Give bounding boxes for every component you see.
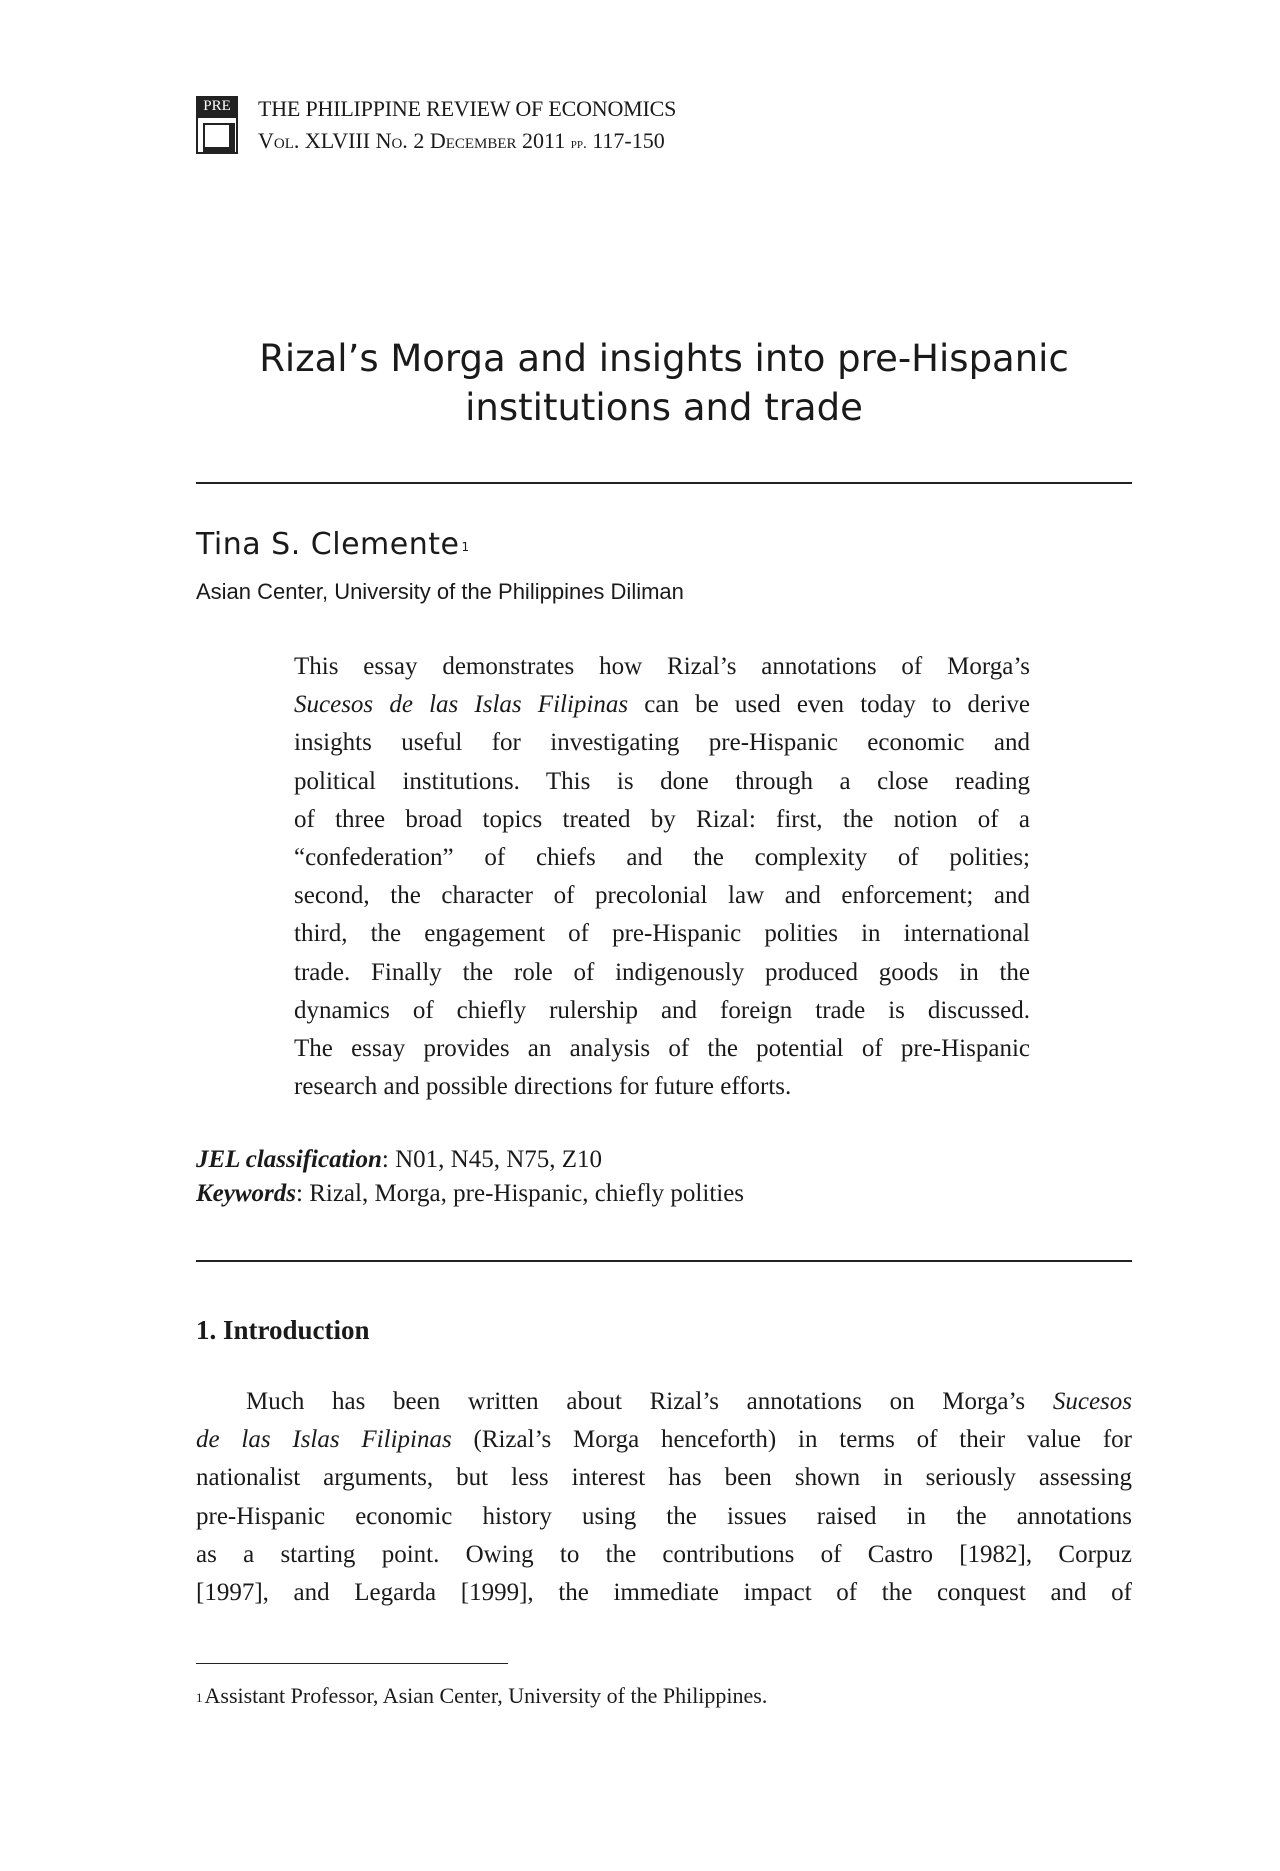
abstract-book-title: Sucesos de las Islas Filipinas xyxy=(294,691,629,719)
abstract-line: The essay provides an analysis of the potential of pre-Hispanic xyxy=(294,1035,1030,1063)
journal-issue xyxy=(258,128,665,157)
title-line: institutions and trade xyxy=(465,386,863,429)
body-book-title: de las Islas Filipinas xyxy=(196,1426,452,1454)
author-footnote-mark: 1 xyxy=(461,540,470,554)
abstract-line: third, the engagement of pre-Hispanic polities in international xyxy=(294,920,1030,948)
abstract-line: dynamics of chiefly rulership and foreign trade is discussed. xyxy=(294,996,1030,1024)
abstract-line-rest: can be used even today to derive xyxy=(628,691,1030,719)
journal-name: THE PHILIPPINE REVIEW OF ECONOMICS xyxy=(258,96,677,121)
top-divider xyxy=(196,482,1132,484)
footnote-mark: 1 xyxy=(196,1690,203,1705)
body-line xyxy=(196,1421,1132,1459)
body-paragraph xyxy=(196,1383,1132,1612)
author-affiliation: Asian Center, University of the Philippines Diliman xyxy=(196,579,684,604)
author xyxy=(196,526,470,564)
body-line xyxy=(196,1383,1132,1421)
jel-value: : N01, N45, N75, Z10 xyxy=(381,1146,603,1173)
bottom-divider xyxy=(196,1260,1132,1262)
journal-logo-inner xyxy=(203,123,235,152)
journal-logo xyxy=(196,96,238,154)
keywords xyxy=(196,1177,744,1211)
vol-label: Vol. xyxy=(258,128,300,153)
pp-label: pp. xyxy=(570,136,587,152)
abstract-line: “confederation” of chiefs and the complexity of polities; xyxy=(294,844,1030,872)
body-line: [1997], and Legarda [1999], the immediate impact of the conquest and of xyxy=(196,1579,1132,1607)
title-line: Rizal’s Morga and insights into pre-Hispanic xyxy=(259,337,1069,380)
body-book-title: Sucesos xyxy=(1052,1388,1132,1415)
page-range: 117-150 xyxy=(592,128,665,153)
abstract xyxy=(294,648,1030,1106)
body-line: pre-Hispanic economic history using the issues raised in the annotations xyxy=(196,1502,1132,1530)
body-line: as a starting point. Owing to the contributions of Castro [1982], Corpuz xyxy=(196,1540,1132,1568)
footnote-divider xyxy=(196,1663,508,1664)
abstract-line: political institutions. This is done through a close reading xyxy=(294,767,1030,795)
issue-month: December xyxy=(429,128,517,153)
abstract-line: of three broad topics treated by Rizal: first, the notion of a xyxy=(294,805,1030,833)
jel-label: JEL classification xyxy=(196,1146,382,1173)
abstract-line: This essay demonstrates how Rizal’s annotations of Morga’s xyxy=(294,653,1030,680)
paper-title xyxy=(196,334,1132,432)
body-line-text: Much has been written about Rizal’s annotations on Morga’s xyxy=(246,1388,1053,1415)
abstract-line xyxy=(294,686,1030,724)
issue-number: 2 xyxy=(413,128,425,153)
journal-logo-text: PRE xyxy=(196,96,238,116)
abstract-line: insights useful for investigating pre-Hispanic economic and xyxy=(294,729,1030,757)
abstract-line: trade. Finally the role of indigenously produced goods in the xyxy=(294,958,1030,986)
footnote-text: Assistant Professor, Asian Center, University of the Philippines. xyxy=(204,1683,768,1708)
keywords-label: Keywords xyxy=(196,1180,296,1207)
author-name: Tina S. Clemente xyxy=(196,527,460,562)
body-line: nationalist arguments, but less interest has been shown in seriously assessing xyxy=(196,1464,1132,1492)
issue-year: 2011 xyxy=(522,128,566,153)
no-label: No. xyxy=(375,128,408,153)
body-line-text: (Rizal’s Morga henceforth) in terms of their value for xyxy=(451,1426,1132,1454)
jel-classification xyxy=(196,1143,602,1177)
section-heading: 1. Introduction xyxy=(196,1315,370,1345)
keywords-value: : Rizal, Morga, pre-Hispanic, chiefly polities xyxy=(296,1180,745,1207)
abstract-line: research and possible directions for future efforts. xyxy=(294,1073,792,1101)
journal-logo-box xyxy=(196,116,238,154)
footnote xyxy=(196,1681,767,1711)
vol-number: XLVIII xyxy=(304,128,371,153)
abstract-line: second, the character of precolonial law and enforcement; and xyxy=(294,882,1030,910)
